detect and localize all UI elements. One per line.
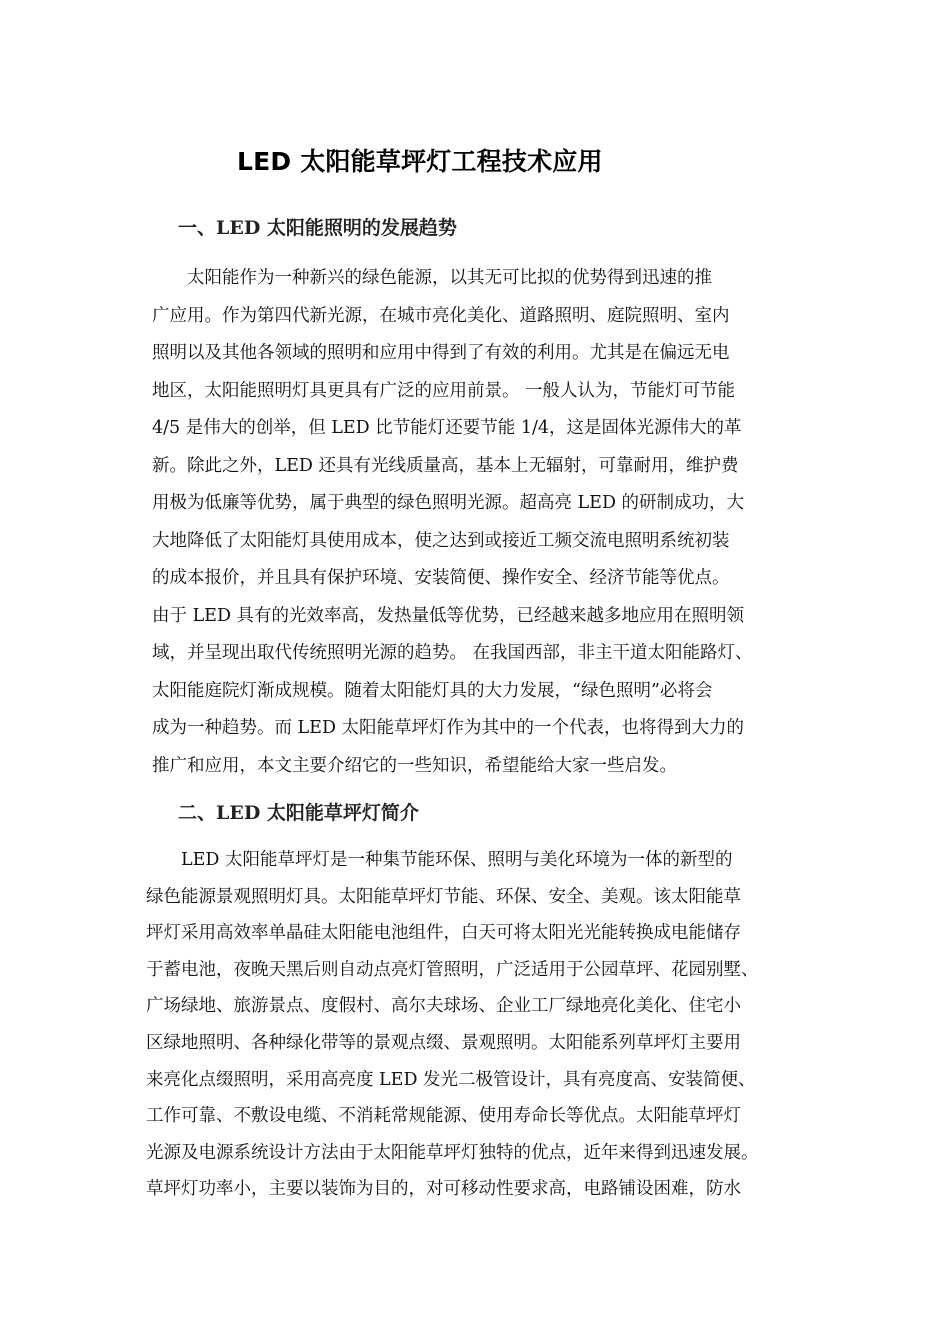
paragraph-line: 广应用。作为第四代新光源，在城市亮化美化、道路照明、庭院照明、室内 <box>152 305 730 326</box>
paragraph-line: 广场绿地、旅游景点、度假村、高尔夫球场、企业工厂绿地亮化美化、住宅小 <box>146 996 741 1017</box>
paragraph-line: 推广和应用，本文主要介绍它的一些知识，希望能给大家一些启发。 <box>152 755 677 776</box>
paragraph-line: 来亮化点缀照明，采用高亮度 LED 发光二极管设计，具有亮度高、安装简便、 <box>146 1069 756 1090</box>
paragraph-line: 于蓄电池，夜晚天黑后则自动点亮灯管照明，广泛适用于公园草坪、花园别墅、 <box>146 959 759 980</box>
paragraph-line: 太阳能作为一种新兴的绿色能源，以其无可比拟的优势得到迅速的推 <box>152 268 712 288</box>
paragraph-line: 区绿地照明、各种绿化带等的景观点缀、景观照明。太阳能系列草坪灯主要用 <box>146 1032 741 1053</box>
paragraph-line: 的成本报价，并且具有保护环境、安装简便、操作安全、经济节能等优点。 <box>152 568 730 588</box>
paragraph-line: 光源及电源系统设计方法由于太阳能草坪灯独特的优点，近年来得到迅速发展。 <box>146 1142 759 1163</box>
page-title: LED 太阳能草坪灯工程技术应用 <box>237 147 603 176</box>
paragraph-line: 由于 LED 具有的光效率高，发热量低等优势，已经越来越多地应用在照明领 <box>152 605 745 626</box>
paragraph-line: 太阳能庭院灯渐成规模。随着太阳能灯具的大力发展，“绿色照明”必将会 <box>152 680 713 701</box>
section-2-heading: 二、LED 太阳能草坪灯简介 <box>178 802 419 824</box>
paragraph-line: 域，并呈现出取代传统照明光源的趋势。 在我国西部，非主干道太阳能路灯、 <box>152 643 753 663</box>
paragraph-line: 草坪灯功率小，主要以装饰为目的，对可移动性要求高，电路铺设困难，防水 <box>146 1179 741 1200</box>
paragraph-line: 地区，太阳能照明灯具更具有广泛的应用前景。 一般人认为，节能灯可节能 <box>152 380 736 401</box>
paragraph-line: 坪灯采用高效率单晶硅太阳能电池组件，白天可将太阳光光能转换成电能储存 <box>146 923 741 944</box>
paragraph-line: 照明以及其他各领域的照明和应用中得到了有效的利用。尤其是在偏远无电 <box>152 343 730 363</box>
paragraph-line: 成为一种趋势。而 LED 太阳能草坪灯作为其中的一个代表，也将得到大力的 <box>152 718 745 738</box>
paragraph-line: 工作可靠、不敷设电缆、不消耗常规能源、使用寿命长等优点。太阳能草坪灯 <box>146 1106 741 1127</box>
paragraph-line: 新。除此之外，LED 还具有光线质量高，基本上无辐射，可靠耐用，维护费 <box>152 455 739 476</box>
paragraph-line: LED 太阳能草坪灯是一种集节能环保、照明与美化环境为一体的新型的 <box>146 850 733 870</box>
paragraph-line: 大地降低了太阳能灯具使用成本，使之达到或接近工频交流电照明系统初装 <box>152 530 730 551</box>
section-2-paragraph <box>146 842 759 1208</box>
paragraph-line: 绿色能源景观照明灯具。太阳能草坪灯节能、环保、安全、美观。该太阳能草 <box>146 886 741 907</box>
section-1-paragraph <box>152 260 753 785</box>
paragraph-line: 4/5 是伟大的创举，但 LED 比节能灯还要节能 1/4，这是固体光源伟大的革 <box>152 418 742 438</box>
section-1-heading: 一、LED 太阳能照明的发展趋势 <box>178 217 457 239</box>
paragraph-line: 用极为低廉等优势，属于典型的绿色照明光源。超高亮 LED 的研制成功，大 <box>152 493 745 513</box>
